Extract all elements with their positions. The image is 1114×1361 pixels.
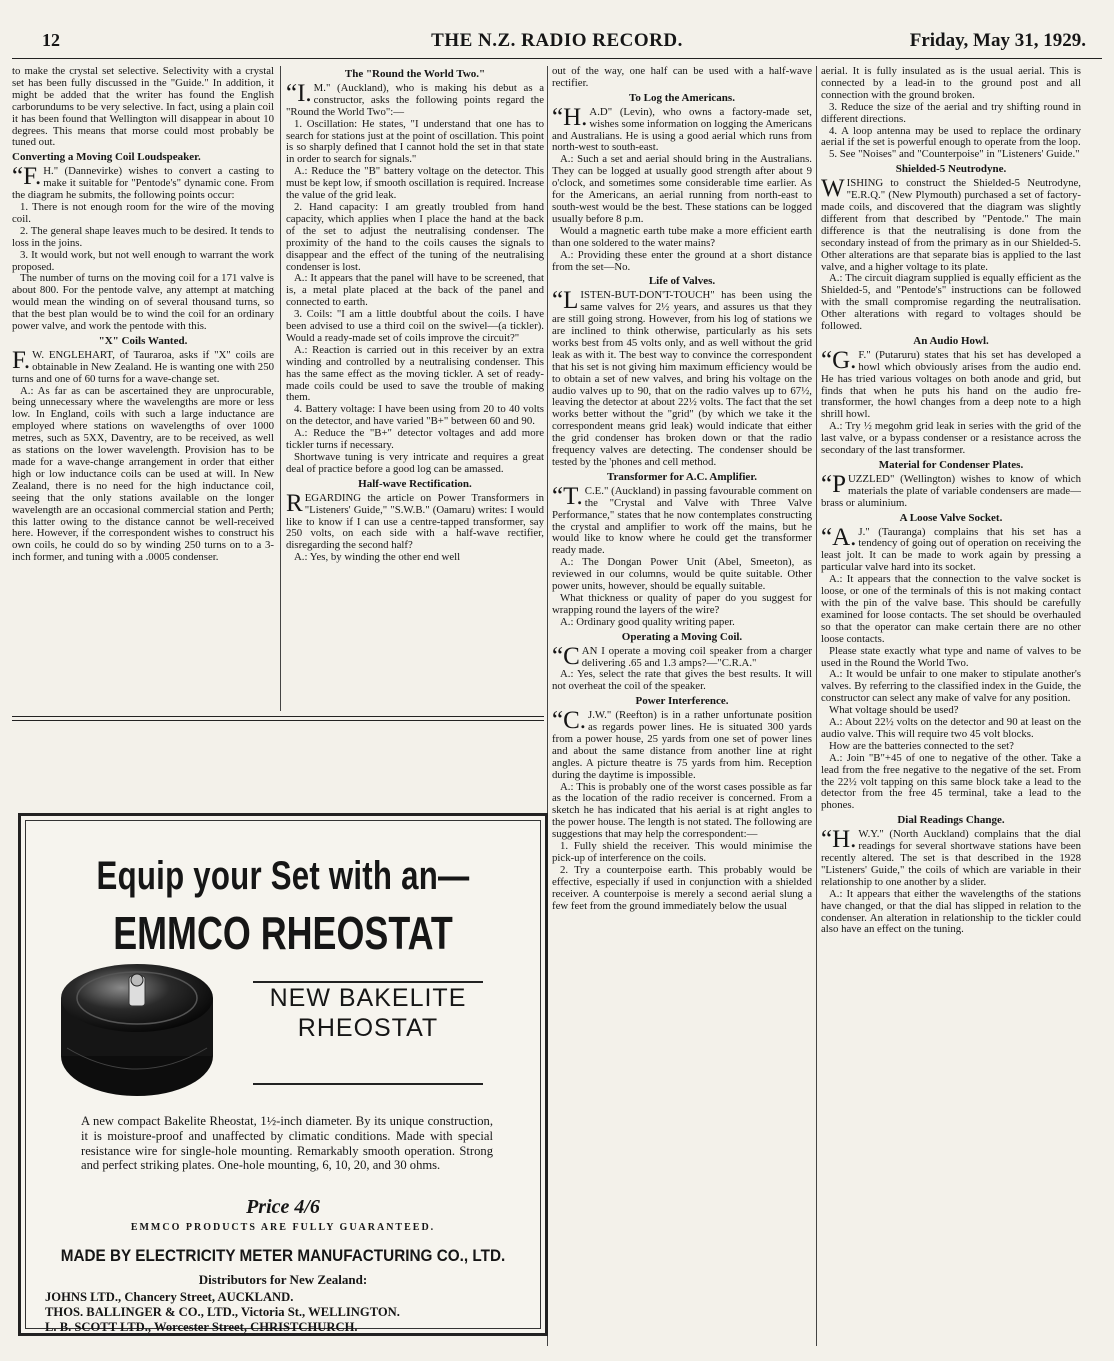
article-text: 3. Reduce the size of the aerial and try shifting round in different directions.: [821, 100, 1081, 125]
article-text: 1. There is not enough room for the wire of the moving coil.: [12, 200, 274, 225]
drop-cap: “G.: [821, 346, 857, 374]
article-text: A.: Ordinary good quality writing paper.: [560, 615, 735, 628]
drop-cap: F.: [12, 346, 31, 374]
article-text: A.: The circuit diagram supplied is equally efficient as the Shielded-5, and "Pentode's" instructions can be followed with the small compromise regarding the neutralisation. Other alterations with regard to voltages should be followed.: [821, 272, 1081, 333]
article-text: The number of turns on the moving coil for a 171 valve is about 800. For the pentode valve, any attempt at matching would mean the winding on of several thousand turns, so that the best plan would be to wind the coil for an ordinary power valve, and work the pentode with this.: [12, 272, 274, 333]
article-text: out of the way, one half can be used with a half-wave rectifier.: [552, 66, 812, 89]
column-1: [12, 66, 274, 711]
article-text: A.: It appears that either the wavelengths of the stations have changed, or that the dial has slipped in relation to the condenser. An alteration in relationship to the tickler could also have an effect on the tuning.: [821, 887, 1081, 936]
article-text: WISHING to construct the Shielded-5 Neutrodyne, "E.R.Q." (New Plymouth) purchased a set of factory-made coils, and discovered that the diagram was slightly different from that described by "Pentode." The main difference is that the neutralising is done from the secondary instead of from the primary as in our Shielded-5. Other alterations are that separate bias is applied to the last valve, and a higher voltage to its plate.: [821, 175, 1081, 273]
article-text: A.: Providing these enter the ground at a short distance from the set—No.: [552, 248, 812, 273]
ad-product-box: [253, 981, 483, 1085]
article-text: Please state exactly what type and name of valves to be used in the Round the World Two.: [821, 644, 1081, 669]
article-text: “T. C.E." (Auckland) in passing favourable comment on the "Crystal and Valve with Three Valve Performance," states that he now contemplates constructing the crystal and amplifier to work off the mains, but he would like to know where he could get the transformer ready made.: [552, 482, 812, 557]
article-text: “F. H." (Dannevirke) wishes to convert a casting to make it suitable for "Pentode's" dynamic cone. From the diagram he submits, the following points occur:: [12, 163, 274, 202]
drop-cap: “H.: [552, 103, 588, 131]
article-text: 2. The general shape leaves much to be desired. It tends to loss in the joins.: [12, 224, 274, 249]
article-text: A.: It would be unfair to one maker to stipulate another's valves. By referring to the classified index in the Guide, the constructor can select any make of valve for any position.: [821, 668, 1081, 705]
article-text: “PUZZLED" (Wellington) wishes to know of which materials the plate of variable condensers are made—brass or aluminium.: [821, 470, 1081, 509]
article-text: to make the crystal set selective. Selectivity with a crystal set has been fully discussed in the "Guide." In addition, it might be added that the writer has found the English carborundums to be very selective. In fact, using a plain coil it has been found that Wellington will disappear in about 10 degrees. This means that morse could most probably be tuned out.: [12, 66, 274, 149]
article-text: A.: Try ½ megohm grid leak in series with the grid of the last valve, or a bypass condenser or a resistance across the secondary of the last transformer.: [821, 420, 1081, 457]
column-3: [552, 66, 812, 1348]
article-text: 4. Battery voltage: I have been using from 20 to 40 volts on the detector, and have varied "B+" between 60 and 90.: [286, 403, 544, 428]
article-heading: A Loose Valve Socket.: [899, 511, 1003, 524]
column-divider: [280, 66, 281, 711]
article-text: Shortwave tuning is very intricate and requires a great deal of practice before a good log can be amassed.: [286, 451, 544, 475]
drop-cap: W: [821, 175, 845, 203]
article-text: Would a magnetic earth tube make a more efficient earth than one soldered to the water mains?: [552, 224, 812, 249]
article-text: What thickness or quality of paper do you suggest for wrapping round the layers of the wire?: [552, 591, 812, 616]
article-text: A.: Reduce the "B+" detector voltages and add more tickler turns if necessary.: [286, 427, 544, 452]
drop-cap: “P: [821, 470, 846, 498]
article-text: A.: Yes, by winding the other end well: [294, 551, 461, 564]
emmco-rheostat-advertisement: [18, 813, 548, 1336]
article-text: F. W. ENGLEHART, of Tauraroa, asks if "X" coils are obtainable in New Zealand. He is wanting one with 250 turns and one of 60 turns for a wave-change set.: [12, 346, 274, 385]
ad-price: Price 4/6: [246, 1196, 320, 1218]
article-text: 5. See "Noises" and "Counterpoise" in "Listeners' Guide.": [829, 148, 1080, 161]
article-text: “C. J.W." (Reefton) is in a rather unfortunate position as regards power lines. He is situated 300 yards from a power house, 25 yards from one set of power lines and about the same distance from another line at right angles. A picture theatre is 75 yards from him. Reception during the daytime is impossible.: [552, 707, 812, 781]
article-heading: An Audio Howl.: [913, 334, 989, 347]
article-text: “G. F." (Putaruru) states that his set has developed a howl which obviously arises from the audio end. He has tried various voltages on both anode and grid, but finds that when he puts his hand on the audio fre-transformer, the howl changes from a deep note to a high shrill howl.: [821, 346, 1081, 421]
ad-box-line: NEW BAKELITE: [269, 984, 467, 1012]
article-text: 3. Coils: "I am a little doubtful about the coils. I have been advised to use a third coil on the swivel—(a tickler). Would a ready-made set of coils improve the circuit?": [286, 308, 544, 344]
article-text: A.: About 22½ volts on the detector and 90 at least on the audio valve. This will require two 45 volt blocks.: [821, 716, 1081, 740]
section-rule: [12, 720, 544, 721]
article-heading: Shielded-5 Neutrodyne.: [895, 163, 1007, 176]
ad-box-line: RHEOSTAT: [297, 1014, 439, 1042]
article-text: “I. M." (Auckland), who is making his debut as a constructor, asks the following points regard the "Round the World Two":—: [286, 79, 544, 118]
article-text: A.: Yes, select the rate that gives the best results. It will not overheat the coil of the speaker.: [552, 668, 812, 693]
article-heading: Dial Readings Change.: [897, 814, 1005, 827]
column-4: [821, 66, 1081, 1348]
article-text: “H. A.D" (Levin), who owns a factory-made set, wishes some information on logging the Americans and Australians. He is using a good aerial which runs from north-west to south-east.: [552, 103, 812, 154]
article-heading: To Log the Americans.: [629, 91, 735, 104]
article-heading: "X" Coils Wanted.: [98, 334, 188, 347]
article-text: REGARDING the article on Power Transformers in "Listeners' Guide," "S.W.B." (Oamaru) writes: I would like to know if I can use a centre-tapped transformer, say 250 volts, on each side with a half-wave rectifier, disregarding the second half?: [286, 489, 544, 552]
drop-cap: “I.: [286, 79, 312, 107]
article-heading: Half-wave Rectification.: [358, 477, 472, 490]
article-heading: Transformer for A.C. Amplifier.: [607, 470, 757, 483]
drop-cap: “H.: [821, 826, 857, 854]
article-text: A.: It appears that the panel will have to be screened, that is, a metal plate placed at the back of the panel and connected to earth.: [286, 272, 544, 309]
ad-distributor: JOHNS LTD., Chancery Street, AUCKLAND.: [45, 1290, 294, 1304]
drop-cap: “A.: [821, 523, 857, 551]
drop-cap: “C: [552, 642, 580, 670]
article-heading: Material for Condenser Plates.: [878, 459, 1024, 471]
page-header: [10, 30, 1104, 56]
drop-cap: “T.: [552, 482, 583, 510]
article-text: 2. Hand capacity: I am greatly troubled from hand capacity, which applies when I place the hand at the back of the set to adjust the neutralising condenser. The proximity of the hand to the coils causes the signals to disappear and the effect of the tuning of the neutralising condenser is lost.: [286, 200, 544, 273]
article-text: A.: The Dongan Power Unit (Abel, Smeeton), as reviewed in our columns, would be quite suitable. Other power units, however, should be equally suitable.: [552, 556, 812, 593]
ad-manufacturer: MADE BY ELECTRICITY METER MANUFACTURING CO., LTD.: [60, 1246, 506, 1265]
article-text: A.: It appears that the connection to the valve socket is loose, or one of the terminals of this is not making contact with the pin of the valve base. This should be carefully examined for loose contacts. The set should be overhauled so that the operator can make certain there are no other loose contacts.: [821, 573, 1081, 645]
drop-cap: “L: [552, 287, 579, 315]
article-text: “CAN I operate a moving coil speaker from a charger delivering .65 and 1.3 amps?—"C.R.A.": [552, 642, 812, 670]
article-text: “H. W.Y." (North Auckland) complains that the dial readings for several shortwave stations have been recently altered. The set is that described in the 1928 "Listeners' Guide," the coils of which are variable in their relationship to one another by a slider.: [821, 826, 1081, 888]
ad-guarantee: EMMCO PRODUCTS ARE FULLY GUARANTEED.: [130, 1222, 436, 1233]
article-heading: Operating a Moving Coil.: [621, 630, 743, 643]
article-heading: The "Round the World Two.": [344, 68, 486, 80]
article-heading: Converting a Moving Coil Loudspeaker.: [12, 151, 201, 164]
article-text: A.: Such a set and aerial should bring in the Australians. They can be logged at usually good strength after about 9 o'clock, and sometimes some considerable time earlier. As for the Americans, an aerial running from north-east to south-west would be the best. These stations can be logged usually before 8 p.m.: [552, 153, 812, 225]
article-text: A.: Reduce the "B" battery voltage on the detector. This must be kept low, if smooth oscillation is required. Increase the value of the grid leak.: [286, 165, 544, 202]
article-text: “A. J." (Tauranga) complains that his set has a tendency of going out of operation on receiving the least jolt. It can be made to work again by pressing a particular valve hard into its socket.: [821, 523, 1081, 574]
ad-description: A new compact Bakelite Rheostat, 1½-inch diameter. By its unique construction, it is moisture-proof and unaffected by climatic conditions. Made with special resistance wire for single-hole mounting. Remarkably smooth operation. Strong and perfect striking plates. One-hole mounting, 6, 10, 20, and 30 ohms.: [81, 1114, 493, 1173]
article-text: 4. A loop antenna may be used to replace the ordinary aerial if the set is powerful enough to operate from the loop.: [821, 124, 1081, 149]
article-text: A.: Reaction is carried out in this receiver by an extra winding and controlled by a neutralising condenser. This has the same effect as the moving tickler. A set of ready-made coils could be used to save the trouble of making them.: [286, 343, 544, 404]
ad-headline: Equip your Set with an—: [96, 854, 470, 898]
article-text: How are the batteries connected to the set?: [829, 739, 1014, 752]
page-number: 12: [42, 30, 60, 50]
publication-title: THE N.Z. RADIO RECORD.: [431, 30, 683, 51]
article-text: 1. Oscillation: He states, "I understand that one has to search for stations just at the point of oscillation. This point is so sharply defined that I cannot hold the set in that state in order to search for signals.": [286, 117, 544, 166]
ad-distributor: THOS. BALLINGER & CO., LTD., Victoria St., WELLINGTON.: [45, 1305, 400, 1319]
article-heading: Life of Valves.: [648, 275, 716, 288]
column-2: [286, 66, 544, 711]
article-text: What voltage should be used?: [829, 704, 959, 717]
drop-cap: “C.: [552, 707, 587, 735]
article-heading: Power Interference.: [635, 695, 729, 708]
drop-cap: R: [286, 489, 303, 517]
article-text: 2. Try a counterpoise earth. This probably would be effective, especially if used in conjunction with a shielded receiver. A counterpoise is merely a second aerial slung a few feet from the ground immediately below the usual: [552, 863, 812, 912]
article-text: “LISTEN-BUT-DON'T-TOUCH" has been using the same valves for 2½ years, and assures us that they are still going strong. However, from his log of stations we are inclined to think otherwise, particularly as his sets works best from 45 volts only, and as well without the grid leak as with it. The best way to convince the correspondent that his set is not giving him maximum efficiency would be to obtain a set of new valves, and bring his voltage on the audio valves up to 90, that on the radio valves up to 67½, leaving the detector at about 22½ volts. The fact that the set works better without the "grid" (by which we take it the correspondent means grid leak) would indicate that either the grid condenser has broken down or that the radio frequency valves are detecting. The condenser should be tested by the 'phones and cell method.: [552, 287, 812, 468]
article-text: A.: Join "B"+45 of one to negative of the other. Take a lead from the free negative to the negative of the set. From the 22½ volt tapping on this same block take a lead to the detector from the free 45 terminal, take a lead to the phones.: [821, 751, 1081, 812]
article-text: aerial. It is fully insulated as is the usual aerial. This is connected by a lead-in to the ground post and all connection with the ground broken.: [821, 66, 1081, 101]
rheostat-illustration: [57, 958, 227, 1106]
article-text: A.: As far as can be ascertained they are unprocurable, being unnecessary where the wavelengths are more or less low. In England, coils with such a large inductance are employed where stations on wavelengths of over 1000 metres, such as 5XX, Daventry, are to be received, as well as stations on the lower wavelength. Provision has to be made for a wave-change arrangement in order that either high or low inductance coils can be used at will. In New Zealand, there is no need for the high inductance coil, seeing that the only stations available on the longer wavelength are an occasional commercial station and Perth; this latter owing to the distance cannot be well-received here. However, if the correspondent wishes to construct his own coils, he could do so by winding 250 turns on to a 3-inch former, and tuning with a .0005 condenser.: [12, 384, 274, 564]
ad-distributor: L. B. SCOTT LTD., Worcester Street, CHRISTCHURCH.: [45, 1320, 358, 1334]
issue-date: Friday, May 31, 1929.: [909, 30, 1086, 51]
ad-product-name: EMMCO RHEOSTAT: [113, 907, 453, 959]
section-rule: [12, 716, 544, 717]
article-text: 3. It would work, but not well enough to warrant the work proposed.: [12, 248, 274, 273]
article-text: A.: This is probably one of the worst cases possible as far as the location of the radio receiver is concerned. From a sketch he has indicated that his aerial is at right angles to the power house. The length is not stated. The following are suggestions that may help the correspondent:—: [552, 780, 812, 841]
header-rule: [12, 58, 1102, 59]
drop-cap: “F.: [12, 163, 42, 191]
ad-distributors-label: Distributors for New Zealand:: [198, 1272, 368, 1287]
column-divider: [816, 66, 817, 1346]
article-text: 1. Fully shield the receiver. This would minimise the pick-up of interference on the coils.: [552, 840, 812, 864]
